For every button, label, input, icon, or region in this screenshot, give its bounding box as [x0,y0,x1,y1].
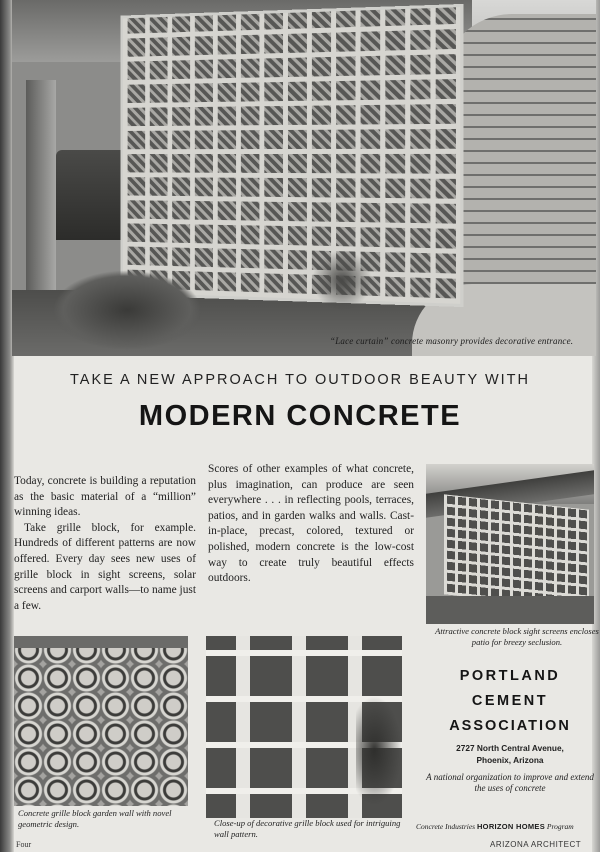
hero-caption: “Lace curtain” concrete masonry provides decorative entrance. [330,336,574,346]
hero-car [56,150,126,240]
sponsor-line [416,822,600,831]
address-city: Phoenix, Arizona [476,755,544,765]
patio-screen-caption: Attractive concrete block sight screens encloses patio for breezy seclusion. [435,626,599,647]
advertiser-tagline: A national organization to improve and extend the uses of concrete [426,772,594,793]
garden-wall-caption: Concrete grille block garden wall with novel geometric design. [18,808,172,829]
hero-plant [312,250,372,310]
hero-shrub [52,270,202,350]
advertiser-name-line-2: CEMENT [471,693,549,709]
body-column-1 [14,474,196,614]
kicker-line: TAKE A NEW APPROACH TO OUTDOOR BEAUTY WITH [70,372,530,388]
address-street: 2727 North Central Avenue, [456,743,564,753]
sponsor-program: HORIZON HOMES [476,822,546,831]
hero-curved-brick-wall [442,14,596,284]
sponsor-suffix: Program [546,822,574,831]
garden-wall-photo [14,636,188,806]
photo-vine [356,696,402,806]
hero-grille-block-wall [120,4,463,307]
grille-closeup-caption: Close-up of decorative grille block used for intriguing wall pattern. [214,818,401,839]
photo-ground [426,596,594,624]
page-number: Four [16,840,32,849]
advertiser-address [420,742,600,766]
body-column-2 [208,462,414,587]
advertiser-name-line-3: ASSOCIATION [449,718,571,734]
photo-block-screen [444,494,589,609]
body-paragraph: Today, concrete is building a reputation as the basic material of a “million” winning ideas. [14,475,196,519]
body-paragraph: Take grille block, for example. Hundreds of different patterns are now offered. Every day sees new uses of grille block in sight screens, solar screens and carport walls—to name just a few. [14,521,196,612]
photo-foliage [14,636,188,648]
patio-screen-photo [426,464,594,624]
headline: MODERN CONCRETE [138,400,462,432]
advertiser-name-line-1: PORTLAND [459,668,561,684]
body-paragraph: Scores of other examples of what concrete, plus imagination, can produce are seen everywhere . . . in reflecting pools, terraces, patios, and in garden walks and walls. Cast-in-place, precast, colored, textured or polished, modern concrete is the low-cost way to create truly beautiful effects outdoors. [208,463,414,585]
sponsor-prefix: Concrete Industries [416,822,476,831]
publication-name: ARIZONA ARCHITECT [490,840,582,849]
advertiser-block [420,668,600,794]
hero-photo [12,0,596,356]
grille-closeup-photo [206,636,402,818]
